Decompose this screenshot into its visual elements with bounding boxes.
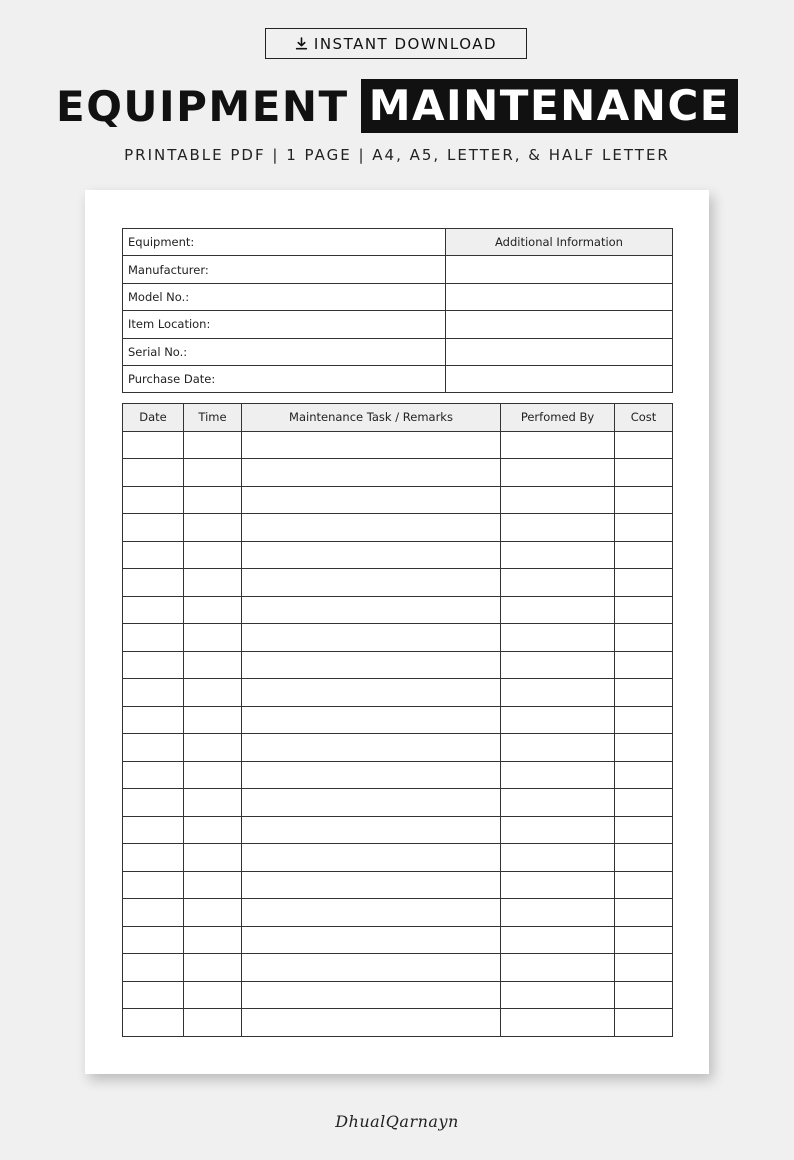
table-row: [123, 844, 673, 872]
table-row: [123, 679, 673, 707]
log-cell: [123, 816, 184, 844]
log-cell: [123, 486, 184, 514]
info-field-label: Manufacturer:: [123, 256, 446, 283]
log-cell: [615, 816, 673, 844]
log-cell: [184, 651, 242, 679]
log-cell: [501, 899, 615, 927]
log-cell: [242, 679, 501, 707]
info-row: [123, 256, 673, 283]
log-cell: [242, 981, 501, 1009]
log-cell: [242, 431, 501, 459]
log-cell: [501, 734, 615, 762]
log-cell: [184, 926, 242, 954]
maintenance-log-table: [122, 403, 673, 1037]
table-row: [123, 624, 673, 652]
log-cell: [184, 1009, 242, 1037]
title-word-maintenance: MAINTENANCE: [361, 79, 738, 133]
log-cell: [184, 789, 242, 817]
info-field-label: Item Location:: [123, 311, 446, 338]
log-header-row: [123, 404, 673, 432]
log-cell: [501, 816, 615, 844]
log-cell: [501, 514, 615, 542]
table-row: [123, 569, 673, 597]
designer-signature: DhualQarnayn: [335, 1112, 459, 1131]
log-cell: [242, 1009, 501, 1037]
log-cell: [184, 624, 242, 652]
log-cell: [615, 569, 673, 597]
log-cell: [615, 459, 673, 487]
table-row: [123, 981, 673, 1009]
table-row: [123, 651, 673, 679]
log-cell: [184, 761, 242, 789]
table-row: [123, 926, 673, 954]
log-cell: [123, 624, 184, 652]
table-row: [123, 761, 673, 789]
log-cell: [501, 981, 615, 1009]
info-row: [123, 365, 673, 392]
info-row: [123, 229, 673, 256]
log-cell: [123, 431, 184, 459]
log-column-header: Perfomed By: [501, 404, 615, 432]
info-row: [123, 283, 673, 310]
log-cell: [123, 734, 184, 762]
log-cell: [242, 596, 501, 624]
log-cell: [615, 981, 673, 1009]
log-cell: [615, 871, 673, 899]
table-row: [123, 706, 673, 734]
additional-information-cell: [446, 311, 673, 338]
log-cell: [184, 679, 242, 707]
page-title: [0, 76, 794, 136]
log-cell: [501, 459, 615, 487]
log-cell: [615, 624, 673, 652]
log-cell: [501, 596, 615, 624]
table-row: [123, 954, 673, 982]
table-row: [123, 459, 673, 487]
additional-information-cell: [446, 283, 673, 310]
table-row: [123, 734, 673, 762]
log-cell: [123, 954, 184, 982]
log-cell: [184, 569, 242, 597]
log-cell: [615, 596, 673, 624]
log-cell: [501, 541, 615, 569]
title-word-equipment: EQUIPMENT: [56, 81, 349, 131]
log-cell: [184, 596, 242, 624]
log-cell: [615, 431, 673, 459]
equipment-info-table: [122, 228, 673, 393]
log-cell: [123, 679, 184, 707]
log-cell: [242, 734, 501, 762]
log-cell: [501, 844, 615, 872]
log-cell: [184, 954, 242, 982]
log-cell: [615, 651, 673, 679]
info-field-label: Serial No.:: [123, 338, 446, 365]
log-cell: [184, 899, 242, 927]
log-cell: [242, 624, 501, 652]
log-cell: [615, 954, 673, 982]
table-row: [123, 1009, 673, 1037]
table-row: [123, 596, 673, 624]
log-column-header: Cost: [615, 404, 673, 432]
log-cell: [184, 981, 242, 1009]
log-column-header: Maintenance Task / Remarks: [242, 404, 501, 432]
additional-information-cell: [446, 365, 673, 392]
printable-sheet: [85, 190, 709, 1074]
table-row: [123, 871, 673, 899]
log-cell: [501, 431, 615, 459]
log-cell: [615, 734, 673, 762]
log-cell: [615, 1009, 673, 1037]
log-cell: [123, 899, 184, 927]
log-cell: [615, 706, 673, 734]
download-icon: [295, 37, 308, 50]
instant-download-badge[interactable]: [265, 28, 527, 59]
log-cell: [615, 926, 673, 954]
table-row: [123, 789, 673, 817]
log-cell: [242, 871, 501, 899]
info-row: [123, 311, 673, 338]
log-cell: [242, 761, 501, 789]
log-cell: [242, 954, 501, 982]
log-cell: [501, 651, 615, 679]
log-cell: [123, 844, 184, 872]
log-cell: [615, 844, 673, 872]
info-row: [123, 338, 673, 365]
info-field-label: Purchase Date:: [123, 365, 446, 392]
table-row: [123, 816, 673, 844]
log-cell: [242, 844, 501, 872]
log-cell: [123, 789, 184, 817]
log-cell: [184, 706, 242, 734]
log-cell: [615, 899, 673, 927]
log-cell: [123, 926, 184, 954]
log-cell: [123, 1009, 184, 1037]
log-cell: [123, 761, 184, 789]
log-cell: [615, 486, 673, 514]
table-row: [123, 899, 673, 927]
log-cell: [501, 789, 615, 817]
log-cell: [242, 926, 501, 954]
log-cell: [184, 816, 242, 844]
log-cell: [242, 569, 501, 597]
log-cell: [123, 514, 184, 542]
log-cell: [615, 789, 673, 817]
log-cell: [501, 871, 615, 899]
log-cell: [501, 926, 615, 954]
log-cell: [615, 761, 673, 789]
log-cell: [123, 651, 184, 679]
additional-information-header: Additional Information: [446, 229, 673, 256]
log-cell: [242, 486, 501, 514]
log-cell: [615, 514, 673, 542]
log-cell: [501, 569, 615, 597]
log-cell: [184, 541, 242, 569]
log-column-header: Time: [184, 404, 242, 432]
log-cell: [123, 981, 184, 1009]
log-column-header: Date: [123, 404, 184, 432]
table-row: [123, 541, 673, 569]
log-cell: [242, 816, 501, 844]
log-cell: [501, 954, 615, 982]
log-cell: [123, 596, 184, 624]
log-cell: [123, 459, 184, 487]
log-cell: [501, 679, 615, 707]
log-cell: [501, 486, 615, 514]
log-cell: [123, 569, 184, 597]
log-cell: [123, 541, 184, 569]
log-cell: [615, 541, 673, 569]
info-field-label: Model No.:: [123, 283, 446, 310]
table-row: [123, 486, 673, 514]
log-cell: [501, 706, 615, 734]
log-cell: [242, 789, 501, 817]
log-cell: [501, 624, 615, 652]
log-cell: [184, 514, 242, 542]
log-cell: [184, 431, 242, 459]
product-subtitle: PRINTABLE PDF | 1 PAGE | A4, A5, LETTER, & HALF LETTER: [124, 146, 670, 164]
log-cell: [501, 1009, 615, 1037]
instant-download-label: INSTANT DOWNLOAD: [313, 34, 498, 53]
log-cell: [242, 706, 501, 734]
log-cell: [615, 679, 673, 707]
log-cell: [184, 734, 242, 762]
additional-information-cell: [446, 256, 673, 283]
info-field-label: Equipment:: [123, 229, 446, 256]
log-cell: [123, 871, 184, 899]
table-row: [123, 514, 673, 542]
log-cell: [123, 706, 184, 734]
log-cell: [242, 651, 501, 679]
log-cell: [184, 844, 242, 872]
log-cell: [184, 459, 242, 487]
log-cell: [184, 486, 242, 514]
log-cell: [242, 514, 501, 542]
additional-information-cell: [446, 338, 673, 365]
table-row: [123, 431, 673, 459]
log-cell: [242, 541, 501, 569]
log-cell: [242, 899, 501, 927]
log-cell: [242, 459, 501, 487]
log-cell: [501, 761, 615, 789]
log-cell: [184, 871, 242, 899]
